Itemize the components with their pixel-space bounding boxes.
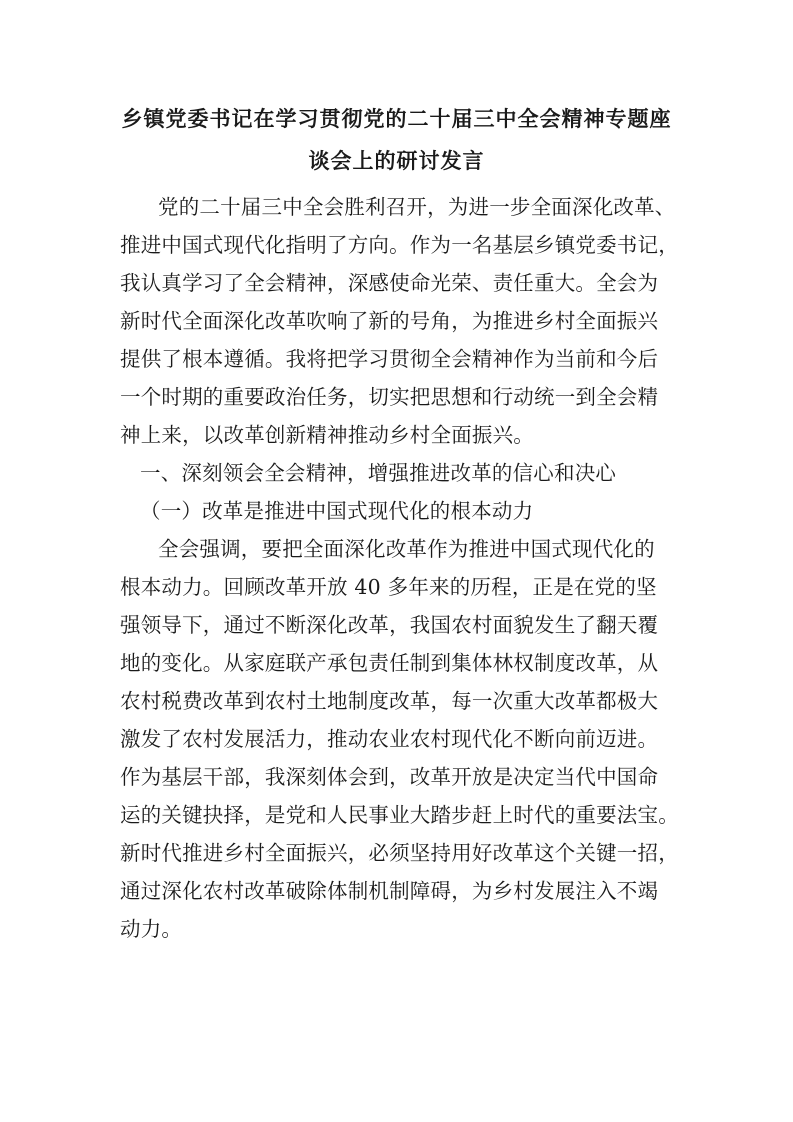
document-title-line-2: 谈会上的研讨发言 bbox=[308, 149, 485, 173]
paragraph-line: 全会强调，要把全面深化改革作为推进中国式现代化的 bbox=[158, 537, 655, 561]
paragraph-line: 地的变化。从家庭联产承包责任制到集体林权制度改革，从 bbox=[120, 651, 659, 675]
paragraph-line: 激发了农村发展活力，推动农业农村现代化不断向前迈进。 bbox=[120, 727, 659, 751]
paragraph-line: 强领导下，通过不断深化改革，我国农村面貌发生了翻天覆 bbox=[120, 613, 659, 637]
paragraph-line: 我认真学习了全会精神，深感使命光荣、责任重大。全会为 bbox=[120, 271, 659, 295]
paragraph-line: 作为基层干部，我深刻体会到，改革开放是决定当代中国命 bbox=[120, 765, 659, 789]
subsection-heading: （一）改革是推进中国式现代化的根本动力 bbox=[140, 499, 534, 523]
paragraph-line: 农村税费改革到农村土地制度改革，每一次重大改革都极大 bbox=[120, 689, 659, 713]
paragraph-line: 一个时期的重要政治任务，切实把思想和行动统一到全会精 bbox=[120, 385, 659, 409]
paragraph-line: 新时代推进乡村全面振兴，必须坚持用好改革这个关键一招， bbox=[120, 841, 679, 865]
paragraph-line: 新时代全面深化改革吹响了新的号角，为推进乡村全面振兴 bbox=[120, 309, 659, 333]
paragraph-line: 党的二十届三中全会胜利召开，为进一步全面深化改革、 bbox=[158, 195, 676, 219]
section-heading: 一、深刻领会全会精神，增强推进改革的信心和决心 bbox=[140, 461, 617, 485]
paragraph-line: 通过深化农村改革破除体制机制障碍，为乡村发展注入不竭 bbox=[120, 879, 659, 903]
paragraph-line: 推进中国式现代化指明了方向。作为一名基层乡镇党委书记， bbox=[120, 233, 679, 257]
paragraph-line: 根本动力。回顾改革开放 40 多年来的历程，正是在党的坚 bbox=[120, 575, 657, 599]
paragraph-line: 神上来，以改革创新精神推动乡村全面振兴。 bbox=[120, 423, 534, 447]
paragraph-line: 运的关键抉择，是党和人民事业大踏步赶上时代的重要法宝。 bbox=[120, 803, 679, 827]
paragraph-line: 提供了根本遵循。我将把学习贯彻全会精神作为当前和今后 bbox=[120, 347, 659, 371]
document-title-line-1: 乡镇党委书记在学习贯彻党的二十届三中全会精神专题座 bbox=[121, 107, 672, 131]
paragraph-line: 动力。 bbox=[120, 917, 183, 941]
